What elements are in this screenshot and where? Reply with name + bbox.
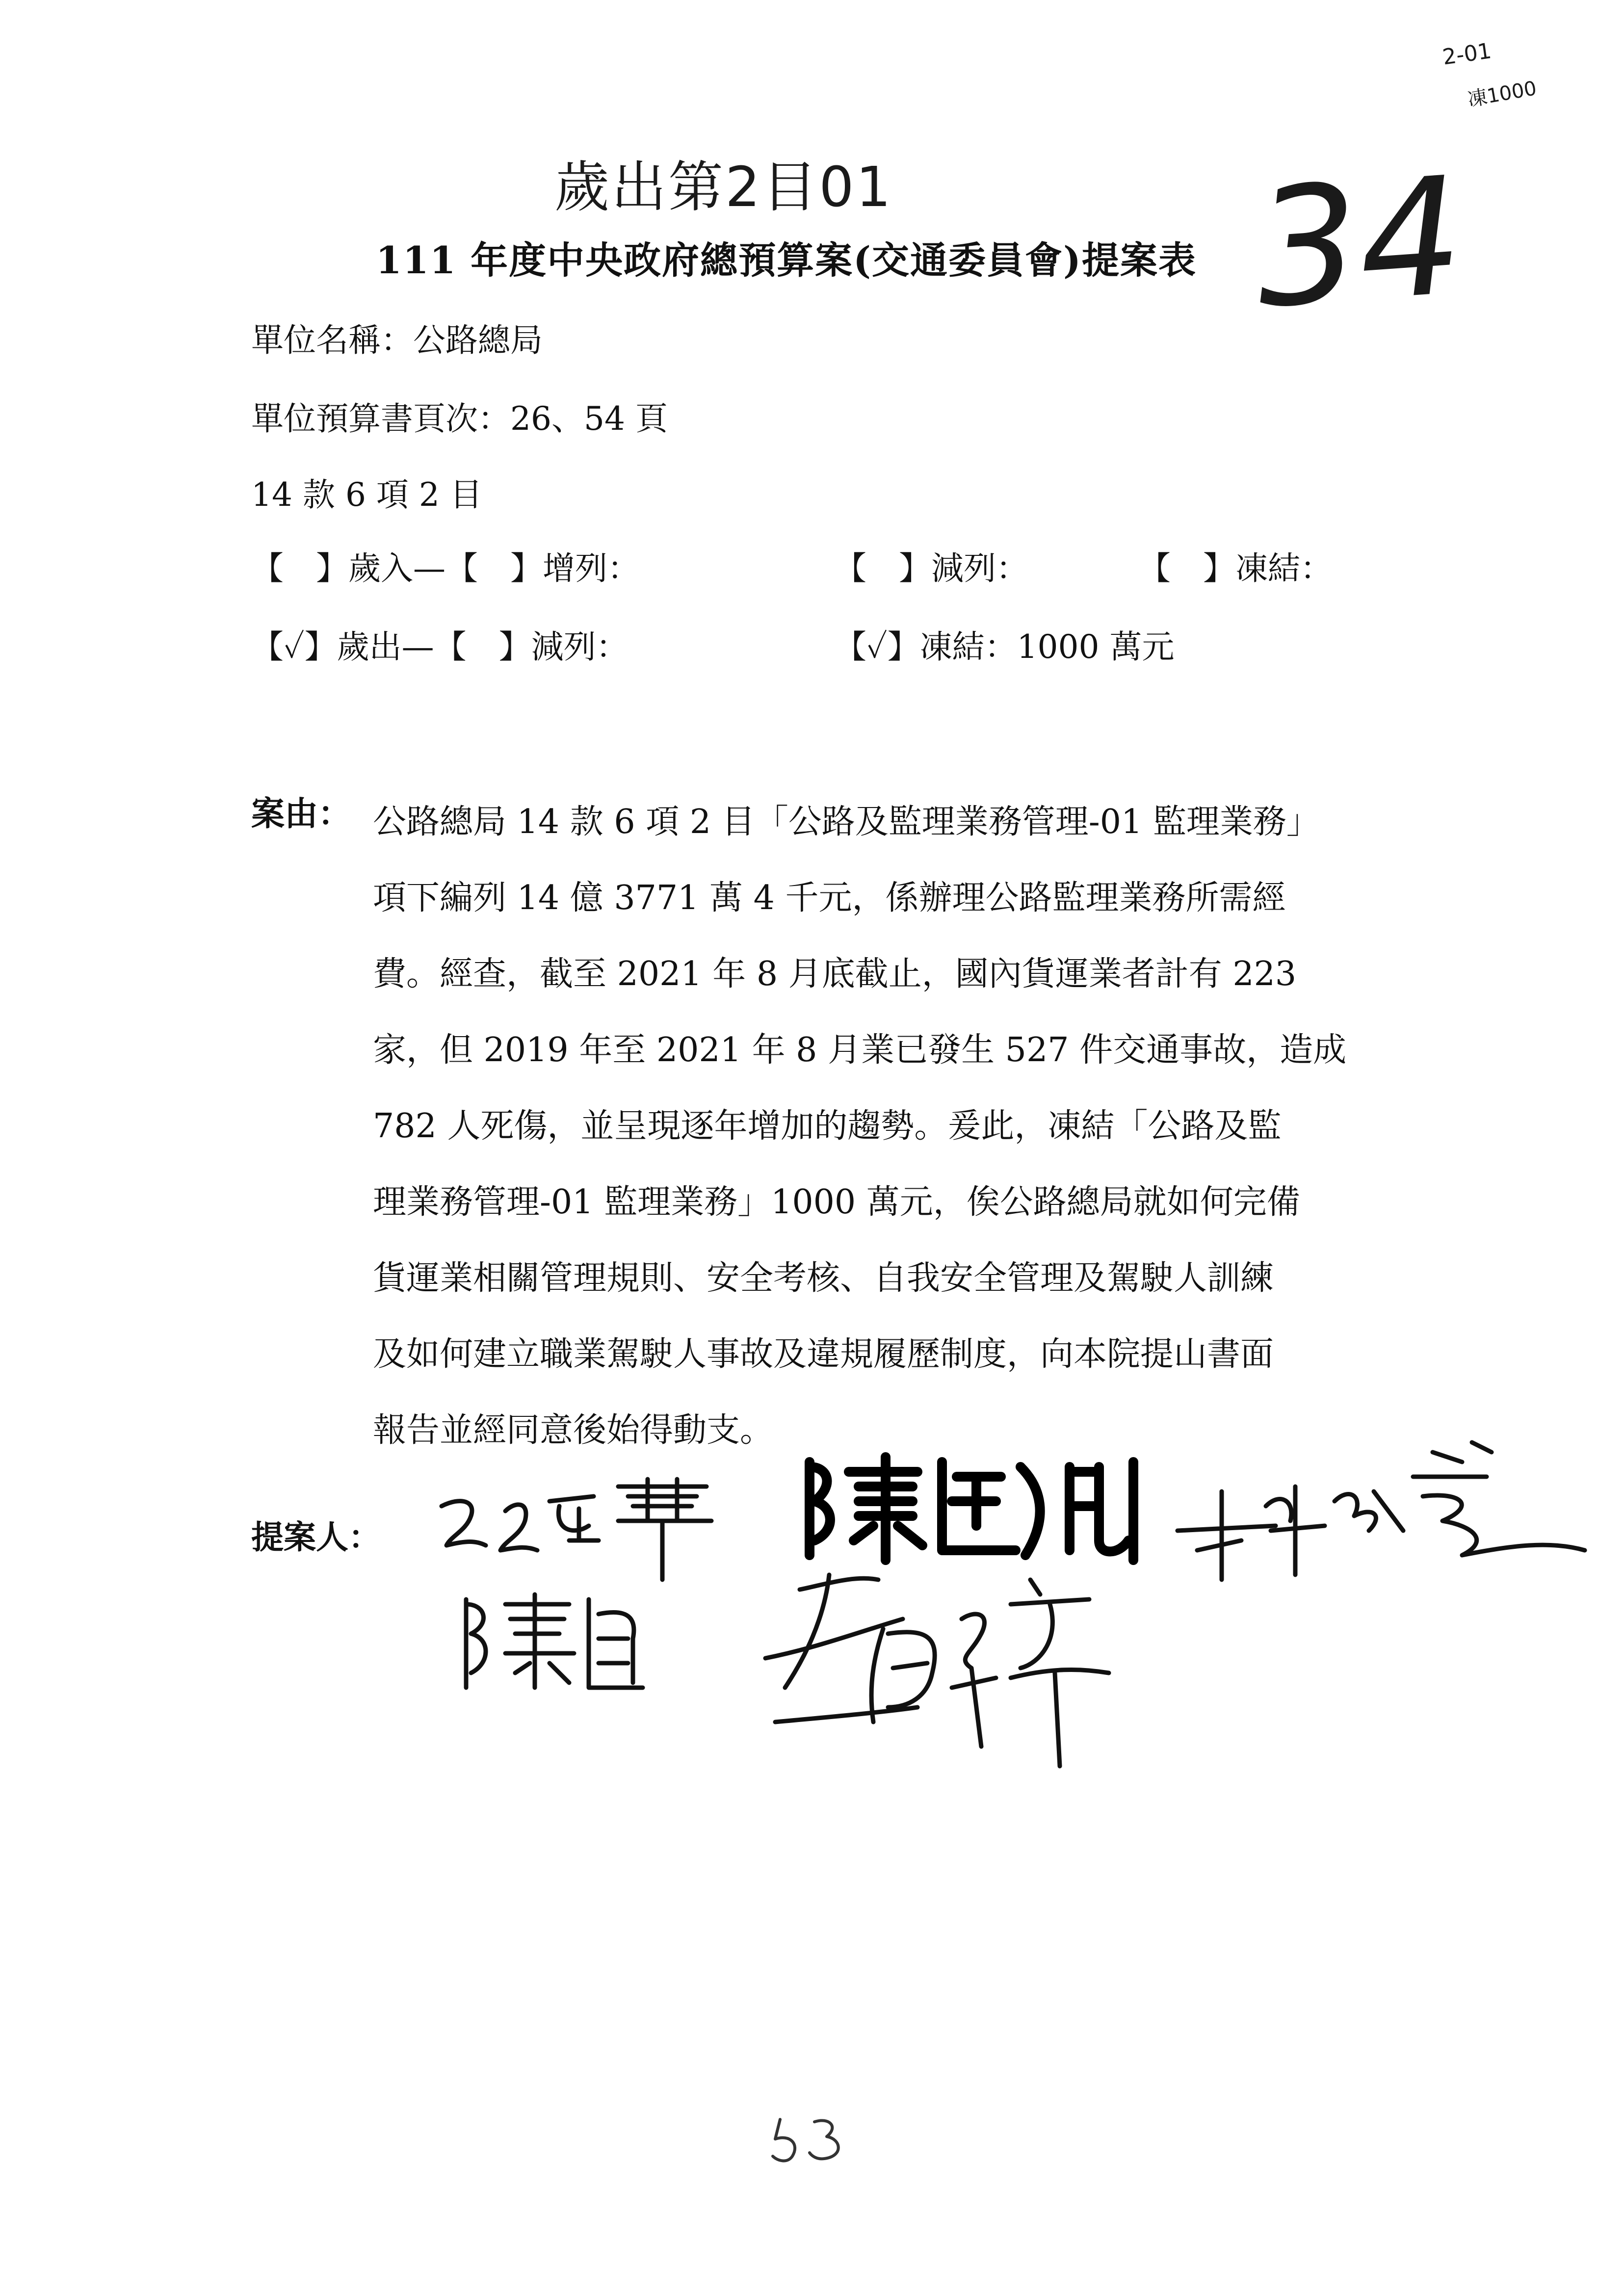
budget-pages: 單位預算書頁次：26、54 頁: [251, 400, 668, 438]
revenue-decrease-option: 【 】減列：: [834, 549, 1028, 587]
handwritten-case-number: 34: [1250, 141, 1468, 344]
reason-line: 理業務管理-01 監理業務」1000 萬元，俟公路總局就如何完備: [373, 1183, 1300, 1222]
reason-body: [373, 784, 1393, 1468]
signature-2: [795, 1442, 1148, 1570]
reason-line: 及如何建立職業駕駛人事故及違規履歷制度，向本院提山書面: [373, 1335, 1274, 1374]
signature-1: [432, 1467, 736, 1594]
unit-name: 單位名稱：公路總局: [251, 321, 543, 359]
page-title: 111 年度中央政府總預算案(交通委員會)提案表: [376, 238, 1197, 282]
signature-3: [1168, 1433, 1599, 1599]
reason-label: 案由：: [251, 794, 352, 834]
revenue-freeze-option: 【 】凍結：: [1138, 549, 1333, 587]
item-reference: 14 款 6 項 2 目: [251, 476, 482, 514]
reason-line: 家，但 2019 年至 2021 年 8 月業已發生 527 件交通事故，造成: [373, 1031, 1347, 1070]
reason-line: 貨運業相關管理規則、安全考核、自我安全管理及駕駛人訓練: [373, 1259, 1274, 1298]
reason-line: 782 人死傷，並呈現逐年增加的趨勢。爰此，凍結「公路及監: [373, 1107, 1282, 1146]
reason-line: 費。經查，截至 2021 年 8 月底截止，國內貨運業者計有 223: [373, 955, 1297, 993]
handwritten-section-label: 歲出第2目01: [554, 156, 893, 219]
signature-4: [456, 1585, 662, 1697]
proposer-label: 提案人：: [251, 1518, 381, 1556]
handwritten-corner-note-amount: 凍1000: [1466, 77, 1539, 111]
reason-line: 報告並經同意後始得動支。: [373, 1411, 774, 1450]
expense-decrease-option: 【✓】歲出—【 】減列：: [251, 628, 629, 666]
revenue-increase-option: 【 】歲入—【 】增列：: [251, 549, 640, 587]
reason-line: 公路總局 14 款 6 項 2 目「公路及監理業務管理-01 監理業務」: [373, 803, 1320, 841]
handwritten-corner-note: 2-01: [1441, 38, 1493, 70]
signature-5: [756, 1560, 1148, 1776]
expense-freeze-option: 【✓】凍結：1000 萬元: [834, 628, 1175, 666]
reason-line: 項下編列 14 億 3771 萬 4 千元，係辦理公路監理業務所需經: [373, 879, 1286, 917]
